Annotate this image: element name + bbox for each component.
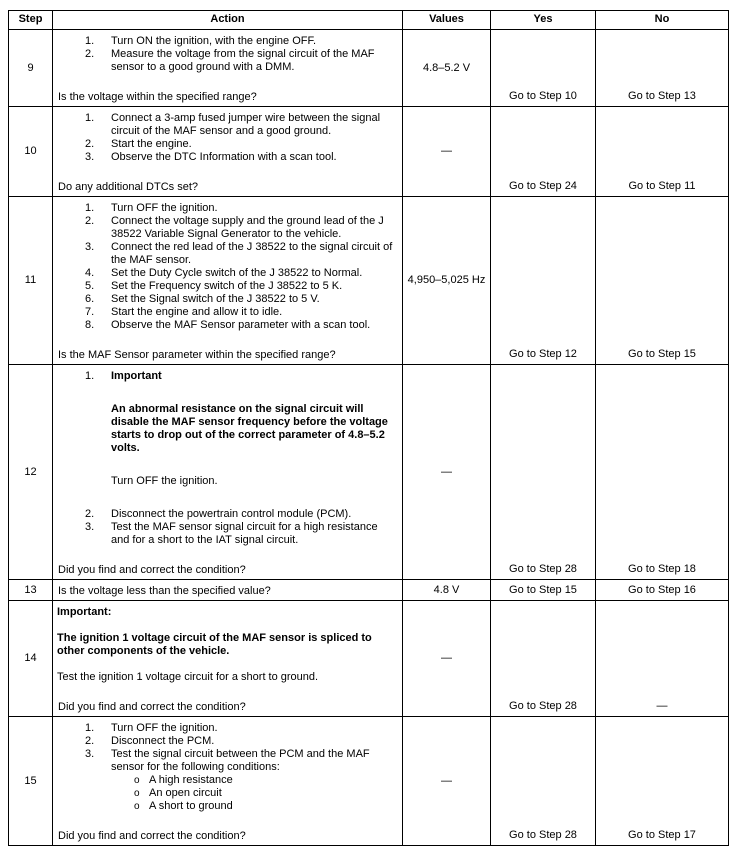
item-body bbox=[111, 215, 397, 241]
item-body bbox=[111, 508, 397, 521]
sub-item-text: A high resistance bbox=[149, 774, 233, 786]
item-paragraph: Turn ON the ignition, with the engine OFF. bbox=[111, 35, 317, 47]
values-cell: 4.8 V bbox=[403, 580, 491, 601]
item-number: 3. bbox=[85, 151, 95, 163]
no-goto-cell: Go to Step 11 bbox=[596, 107, 729, 197]
item-paragraph: Important bbox=[111, 370, 162, 382]
item-paragraph: Test the MAF sensor signal circuit for a high resistance and for a short to the IAT signal circuit. bbox=[111, 521, 378, 546]
action-question: Is the voltage within the specified range? bbox=[58, 91, 257, 103]
item-paragraph: Measure the voltage from the signal circuit of the MAF sensor to a good ground with a DMM. bbox=[111, 48, 375, 73]
values-cell: 4,950–5,025 Hz bbox=[403, 197, 491, 365]
action-item bbox=[85, 521, 397, 547]
item-paragraph: Set the Duty Cycle switch of the J 38522 to Normal. bbox=[111, 267, 363, 279]
item-body bbox=[111, 735, 397, 748]
no-goto-cell: Go to Step 15 bbox=[596, 197, 729, 365]
action-question: Is the MAF Sensor parameter within the specified range? bbox=[58, 349, 336, 361]
item-number: 1. bbox=[85, 370, 95, 382]
no-goto-cell: — bbox=[596, 601, 729, 717]
action-cell bbox=[53, 107, 403, 197]
item-body bbox=[111, 748, 397, 813]
item-paragraph: Connect the voltage supply and the ground lead of the J 38522 Variable Signal Generator to the vehicle. bbox=[111, 215, 384, 240]
step-number-cell: 9 bbox=[9, 30, 53, 107]
step-number-cell: 13 bbox=[9, 580, 53, 601]
action-item bbox=[85, 293, 397, 306]
item-paragraph: Turn OFF the ignition. bbox=[111, 475, 218, 487]
no-goto-cell: Go to Step 16 bbox=[596, 580, 729, 601]
item-number: 2. bbox=[85, 215, 95, 227]
item-number: 7. bbox=[85, 306, 95, 318]
action-item bbox=[85, 508, 397, 521]
item-paragraph: An abnormal resistance on the signal circuit will disable the MAF sensor frequency before the voltage starts to drop out of the correct parameter of 4.8–5.2 volts. bbox=[111, 403, 388, 454]
action-question: Do any additional DTCs set? bbox=[58, 181, 199, 193]
action-item bbox=[85, 112, 397, 138]
item-paragraph: Start the engine and allow it to idle. bbox=[111, 306, 283, 318]
action-cell bbox=[53, 580, 403, 601]
yes-goto-cell: Go to Step 28 bbox=[491, 601, 596, 717]
yes-goto-cell: Go to Step 28 bbox=[491, 717, 596, 846]
values-cell: — bbox=[403, 601, 491, 717]
item-paragraph: Disconnect the PCM. bbox=[111, 735, 215, 747]
item-number: 2. bbox=[85, 138, 95, 150]
item-paragraph: Turn OFF the ignition. bbox=[111, 722, 218, 734]
action-question: Did you find and correct the condition? bbox=[58, 701, 246, 713]
col-header-no: No bbox=[596, 11, 729, 30]
col-header-yes: Yes bbox=[491, 11, 596, 30]
item-number: 2. bbox=[85, 508, 95, 520]
item-number: 4. bbox=[85, 267, 95, 279]
action-list bbox=[57, 722, 397, 813]
diagnostic-table bbox=[8, 10, 729, 846]
values-cell: — bbox=[403, 365, 491, 580]
header-row bbox=[9, 11, 729, 30]
action-item bbox=[85, 151, 397, 164]
table-row bbox=[9, 717, 729, 846]
step-number-cell: 14 bbox=[9, 601, 53, 717]
step-number-cell: 12 bbox=[9, 365, 53, 580]
action-item bbox=[85, 138, 397, 151]
item-paragraph: Observe the MAF Sensor parameter with a scan tool. bbox=[111, 319, 371, 331]
yes-goto-cell: Go to Step 10 bbox=[491, 30, 596, 107]
sub-item-text: A short to ground bbox=[149, 800, 233, 812]
sub-item bbox=[131, 800, 397, 813]
table-row bbox=[9, 197, 729, 365]
item-number: 3. bbox=[85, 241, 95, 253]
item-body bbox=[111, 722, 397, 735]
action-cell bbox=[53, 30, 403, 107]
item-paragraph: Set the Frequency switch of the J 38522 to 5 K. bbox=[111, 280, 343, 292]
action-item bbox=[85, 722, 397, 735]
action-list bbox=[57, 35, 397, 74]
circle-bullet-icon: o bbox=[134, 775, 140, 786]
col-header-action: Action bbox=[53, 11, 403, 30]
item-number: 3. bbox=[85, 521, 95, 533]
yes-goto-cell: Go to Step 15 bbox=[491, 580, 596, 601]
action-item bbox=[85, 319, 397, 332]
col-header-values: Values bbox=[403, 11, 491, 30]
action-paragraph: Important: bbox=[57, 606, 112, 618]
table-row bbox=[9, 580, 729, 601]
action-item bbox=[85, 241, 397, 267]
sub-item bbox=[131, 787, 397, 800]
item-number: 1. bbox=[85, 722, 95, 734]
item-number: 3. bbox=[85, 748, 95, 760]
item-body bbox=[111, 293, 397, 306]
action-item bbox=[85, 306, 397, 319]
item-paragraph: Start the engine. bbox=[111, 138, 192, 150]
item-number: 1. bbox=[85, 112, 95, 124]
step-number-cell: 10 bbox=[9, 107, 53, 197]
action-item bbox=[85, 35, 397, 48]
action-list bbox=[57, 202, 397, 332]
yes-goto-cell: Go to Step 24 bbox=[491, 107, 596, 197]
item-number: 2. bbox=[85, 48, 95, 60]
item-body bbox=[111, 138, 397, 151]
item-number: 1. bbox=[85, 35, 95, 47]
sub-item bbox=[131, 774, 397, 787]
item-body bbox=[111, 202, 397, 215]
col-header-step: Step bbox=[9, 11, 53, 30]
item-paragraph: Turn OFF the ignition. bbox=[111, 202, 218, 214]
action-cell bbox=[53, 601, 403, 717]
table-body bbox=[9, 30, 729, 846]
item-number: 6. bbox=[85, 293, 95, 305]
yes-goto-cell: Go to Step 28 bbox=[491, 365, 596, 580]
no-goto-cell: Go to Step 13 bbox=[596, 30, 729, 107]
item-body bbox=[111, 35, 397, 48]
sub-item-text: An open circuit bbox=[149, 787, 222, 799]
yes-goto-cell: Go to Step 12 bbox=[491, 197, 596, 365]
item-body bbox=[111, 112, 397, 138]
action-question: Is the voltage less than the specified value? bbox=[58, 585, 271, 597]
table-row bbox=[9, 601, 729, 717]
no-goto-cell: Go to Step 18 bbox=[596, 365, 729, 580]
action-list bbox=[57, 112, 397, 164]
item-paragraph: Set the Signal switch of the J 38522 to 5 V. bbox=[111, 293, 320, 305]
action-cell bbox=[53, 365, 403, 580]
item-body bbox=[111, 267, 397, 280]
item-body bbox=[111, 370, 397, 488]
item-number: 1. bbox=[85, 202, 95, 214]
action-item bbox=[85, 370, 397, 488]
item-body bbox=[111, 241, 397, 267]
item-paragraph: Connect a 3-amp fused jumper wire between the signal circuit of the MAF sensor and a good ground. bbox=[111, 112, 381, 137]
action-item bbox=[85, 735, 397, 748]
action-question: Did you find and correct the condition? bbox=[58, 564, 246, 576]
action-cell bbox=[53, 717, 403, 846]
item-number: 5. bbox=[85, 280, 95, 292]
item-paragraph: Disconnect the powertrain control module (PCM). bbox=[111, 508, 352, 520]
item-body bbox=[111, 48, 397, 74]
item-number: 8. bbox=[85, 319, 95, 331]
action-paragraph: Test the ignition 1 voltage circuit for a short to ground. bbox=[57, 671, 319, 683]
item-paragraph: Test the signal circuit between the PCM and the MAF sensor for the following conditions: bbox=[111, 748, 370, 773]
table-row bbox=[9, 107, 729, 197]
action-item bbox=[85, 48, 397, 74]
no-goto-cell: Go to Step 17 bbox=[596, 717, 729, 846]
step-number-cell: 15 bbox=[9, 717, 53, 846]
item-paragraph: Observe the DTC Information with a scan tool. bbox=[111, 151, 337, 163]
step-number-cell: 11 bbox=[9, 197, 53, 365]
table-row bbox=[9, 30, 729, 107]
action-list bbox=[57, 370, 397, 547]
action-question: Did you find and correct the condition? bbox=[58, 830, 246, 842]
action-item bbox=[85, 267, 397, 280]
item-body bbox=[111, 151, 397, 164]
values-cell: — bbox=[403, 717, 491, 846]
item-body bbox=[111, 306, 397, 319]
item-body bbox=[111, 280, 397, 293]
action-cell bbox=[53, 197, 403, 365]
values-cell: — bbox=[403, 107, 491, 197]
action-item bbox=[85, 280, 397, 293]
item-body bbox=[111, 319, 397, 332]
item-body bbox=[111, 521, 397, 547]
item-number: 2. bbox=[85, 735, 95, 747]
circle-bullet-icon: o bbox=[134, 788, 140, 799]
action-item bbox=[85, 202, 397, 215]
action-item bbox=[85, 215, 397, 241]
circle-bullet-icon: o bbox=[134, 801, 140, 812]
item-paragraph: Connect the red lead of the J 38522 to the signal circuit of the MAF sensor. bbox=[111, 241, 393, 266]
action-item bbox=[85, 748, 397, 813]
values-cell: 4.8–5.2 V bbox=[403, 30, 491, 107]
table-row bbox=[9, 365, 729, 580]
action-paragraph: The ignition 1 voltage circuit of the MAF sensor is spliced to other components of the vehicle. bbox=[57, 632, 372, 657]
